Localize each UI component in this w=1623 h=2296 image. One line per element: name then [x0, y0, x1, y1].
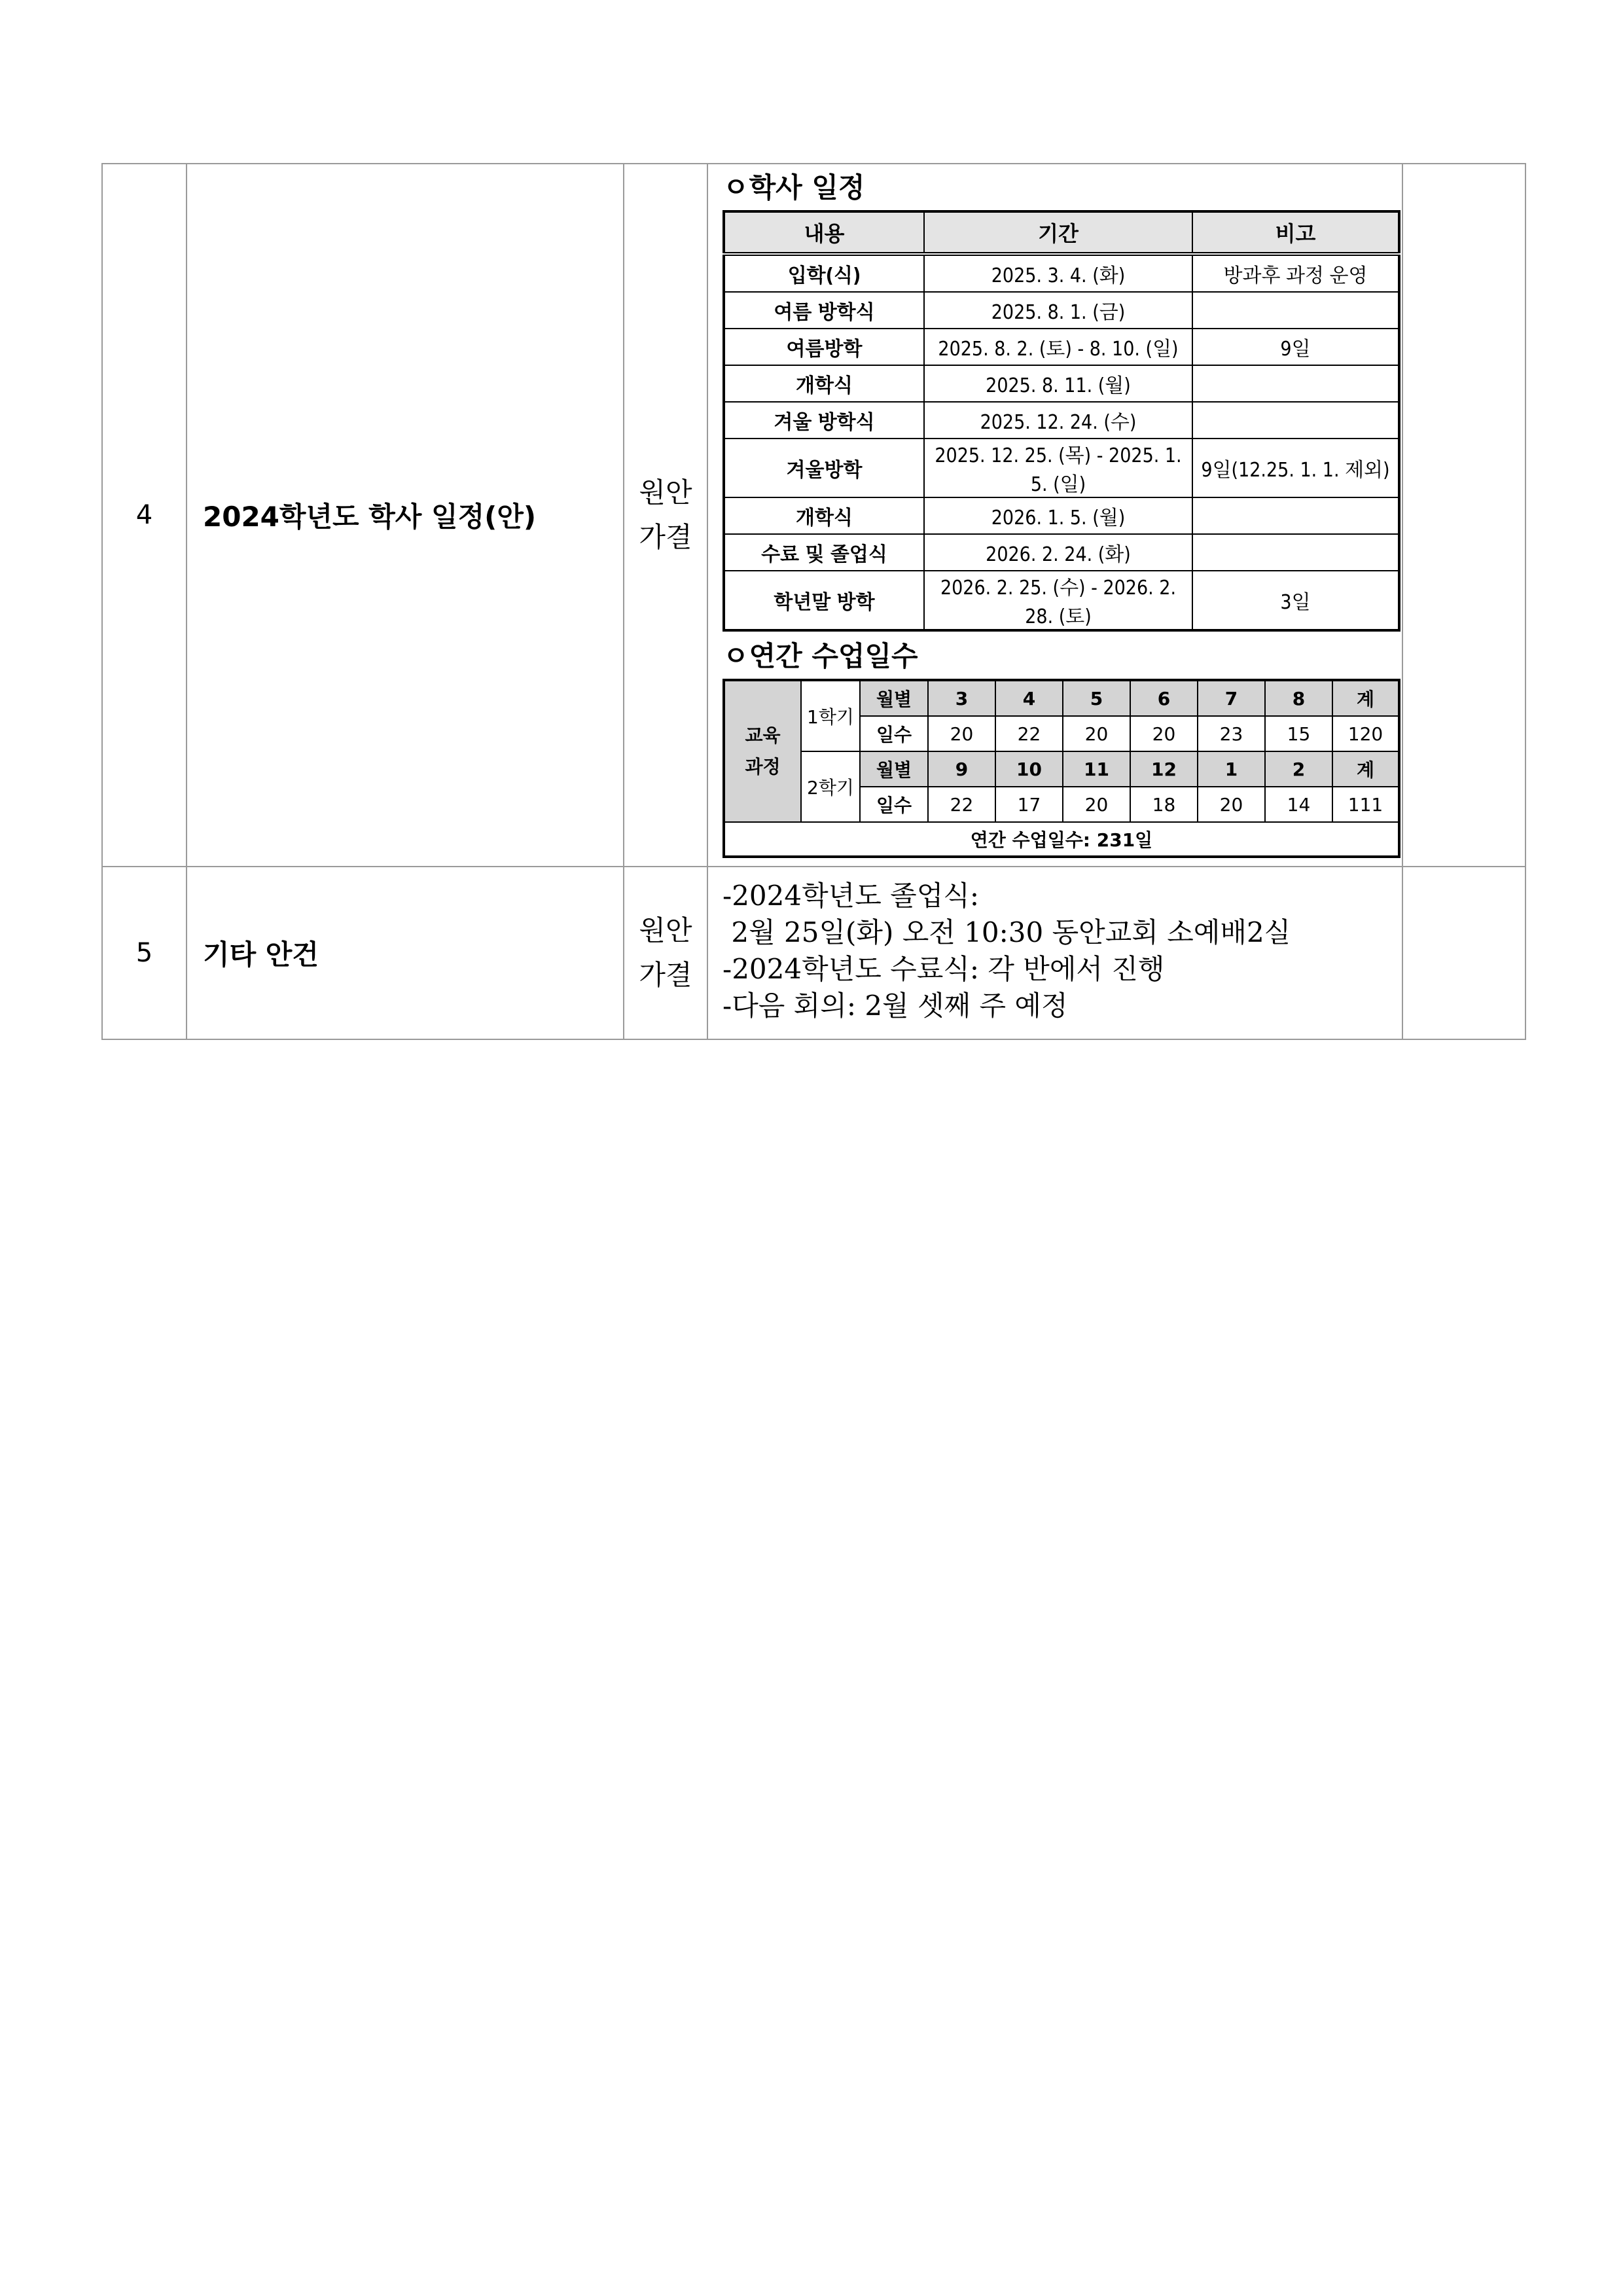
schedule-heading: ㅇ학사 일정: [722, 171, 865, 204]
schedule-event: 수료 및 졸업식: [724, 534, 924, 571]
schedule-row: [724, 402, 1399, 439]
agenda-content: [707, 164, 1402, 867]
annual-total: 연간 수업일수: 231일: [724, 822, 1399, 857]
schedule-note: [1192, 534, 1399, 571]
month-cell: 3: [928, 680, 995, 716]
days-cell: 111: [1332, 787, 1399, 822]
schedule-header-row: [724, 211, 1399, 254]
month-cell: 1: [1198, 751, 1265, 787]
schedule-note: 3일: [1192, 571, 1399, 630]
schedule-period: 2025. 8. 11. (월): [924, 365, 1192, 402]
schedule-period: 2025. 8. 2. (토) - 8. 10. (일): [924, 329, 1192, 365]
month-cell: 8: [1265, 680, 1332, 716]
days-cell: 20: [1063, 716, 1130, 751]
month-cell: 10: [995, 751, 1063, 787]
agenda-row-4: [102, 164, 1525, 867]
schedule-note: 9일(12.25. 1. 1. 제외): [1192, 439, 1399, 497]
schedule-row: [724, 571, 1399, 630]
agenda-number: 5: [102, 867, 187, 1039]
class-days-heading: ㅇ연간 수업일수: [722, 640, 918, 672]
schedule-row: [724, 254, 1399, 292]
days-cell: 22: [995, 716, 1063, 751]
month-cell: 계: [1332, 751, 1399, 787]
month-cell: 7: [1198, 680, 1265, 716]
schedule-event: 입학(식): [724, 254, 924, 292]
schedule-row: [724, 534, 1399, 571]
resolution-line: 원안: [639, 914, 692, 946]
schedule-column-header: 내용: [724, 211, 924, 254]
curriculum-label-line: 과정: [745, 756, 781, 778]
days-cell: 15: [1265, 716, 1332, 751]
schedule-note: 9일: [1192, 329, 1399, 365]
month-cell: 계: [1332, 680, 1399, 716]
month-row-label: 월별: [860, 751, 928, 787]
schedule-row: [724, 439, 1399, 497]
schedule-period: 2026. 2. 25. (수) - 2026. 2. 28. (토): [924, 571, 1192, 630]
class-days-table: [722, 679, 1400, 858]
curriculum-label-line: 교육: [745, 725, 781, 746]
month-row: [724, 751, 1399, 787]
resolution-line: 가결: [639, 521, 692, 553]
agenda-title: 기타 안건: [187, 867, 624, 1039]
agenda-row-5: [102, 867, 1525, 1039]
schedule-note: [1192, 402, 1399, 439]
days-row-label: 일수: [860, 787, 928, 822]
days-cell: 14: [1265, 787, 1332, 822]
month-row-label: 월별: [860, 680, 928, 716]
month-cell: 2: [1265, 751, 1332, 787]
schedule-event: 겨울방학: [724, 439, 924, 497]
schedule-note: [1192, 365, 1399, 402]
month-cell: 12: [1130, 751, 1198, 787]
agenda-table: [101, 163, 1526, 1040]
agenda-number: 4: [102, 164, 187, 867]
schedule-column-header: 기간: [924, 211, 1192, 254]
days-cell: 20: [1198, 787, 1265, 822]
content-line: 2월 25일(화) 오전 10:30 동안교회 소예배2실: [722, 916, 1291, 948]
days-cell: 20: [1063, 787, 1130, 822]
schedule-event: 개학식: [724, 497, 924, 534]
schedule-event: 겨울 방학식: [724, 402, 924, 439]
days-row-label: 일수: [860, 716, 928, 751]
schedule-period: 2025. 3. 4. (화): [924, 254, 1192, 292]
schedule-row: [724, 497, 1399, 534]
agenda-resolution: [624, 867, 707, 1039]
days-cell: 23: [1198, 716, 1265, 751]
month-cell: 5: [1063, 680, 1130, 716]
schedule-row: [724, 329, 1399, 365]
agenda-title: 2024학년도 학사 일정(안): [187, 164, 624, 867]
semester-label: 1학기: [801, 680, 860, 751]
month-cell: 11: [1063, 751, 1130, 787]
days-cell: 120: [1332, 716, 1399, 751]
schedule-period: 2025. 8. 1. (금): [924, 292, 1192, 329]
schedule-event: 개학식: [724, 365, 924, 402]
month-cell: 6: [1130, 680, 1198, 716]
schedule-event: 여름방학: [724, 329, 924, 365]
schedule-period: 2025. 12. 25. (목) - 2025. 1. 5. (일): [924, 439, 1192, 497]
content-line: -2024학년도 수료식: 각 반에서 진행: [722, 953, 1165, 985]
schedule-event: 학년말 방학: [724, 571, 924, 630]
schedule-row: [724, 292, 1399, 329]
total-row: [724, 822, 1399, 857]
days-cell: 20: [928, 716, 995, 751]
month-row: [724, 680, 1399, 716]
schedule-column-header: 비고: [1192, 211, 1399, 254]
schedule-row: [724, 365, 1399, 402]
month-cell: 4: [995, 680, 1063, 716]
schedule-note: 방과후 과정 운영: [1192, 254, 1399, 292]
days-cell: 17: [995, 787, 1063, 822]
days-cell: 18: [1130, 787, 1198, 822]
agenda-resolution: [624, 164, 707, 867]
resolution-line: 원안: [639, 476, 692, 509]
resolution-line: 가결: [639, 959, 692, 991]
schedule-period: 2026. 2. 24. (화): [924, 534, 1192, 571]
agenda-content: [707, 867, 1402, 1039]
academic-schedule-table: [722, 210, 1400, 632]
content-line: -다음 회의: 2월 셋째 주 예정: [722, 990, 1068, 1022]
agenda-note: [1402, 164, 1525, 867]
semester-label: 2학기: [801, 751, 860, 822]
schedule-period: 2026. 1. 5. (월): [924, 497, 1192, 534]
days-cell: 20: [1130, 716, 1198, 751]
month-cell: 9: [928, 751, 995, 787]
days-cell: 22: [928, 787, 995, 822]
schedule-period: 2025. 12. 24. (수): [924, 402, 1192, 439]
content-line: -2024학년도 졸업식:: [722, 880, 980, 912]
curriculum-label: [724, 680, 801, 822]
schedule-event: 여름 방학식: [724, 292, 924, 329]
agenda-note: [1402, 867, 1525, 1039]
schedule-note: [1192, 497, 1399, 534]
schedule-note: [1192, 292, 1399, 329]
